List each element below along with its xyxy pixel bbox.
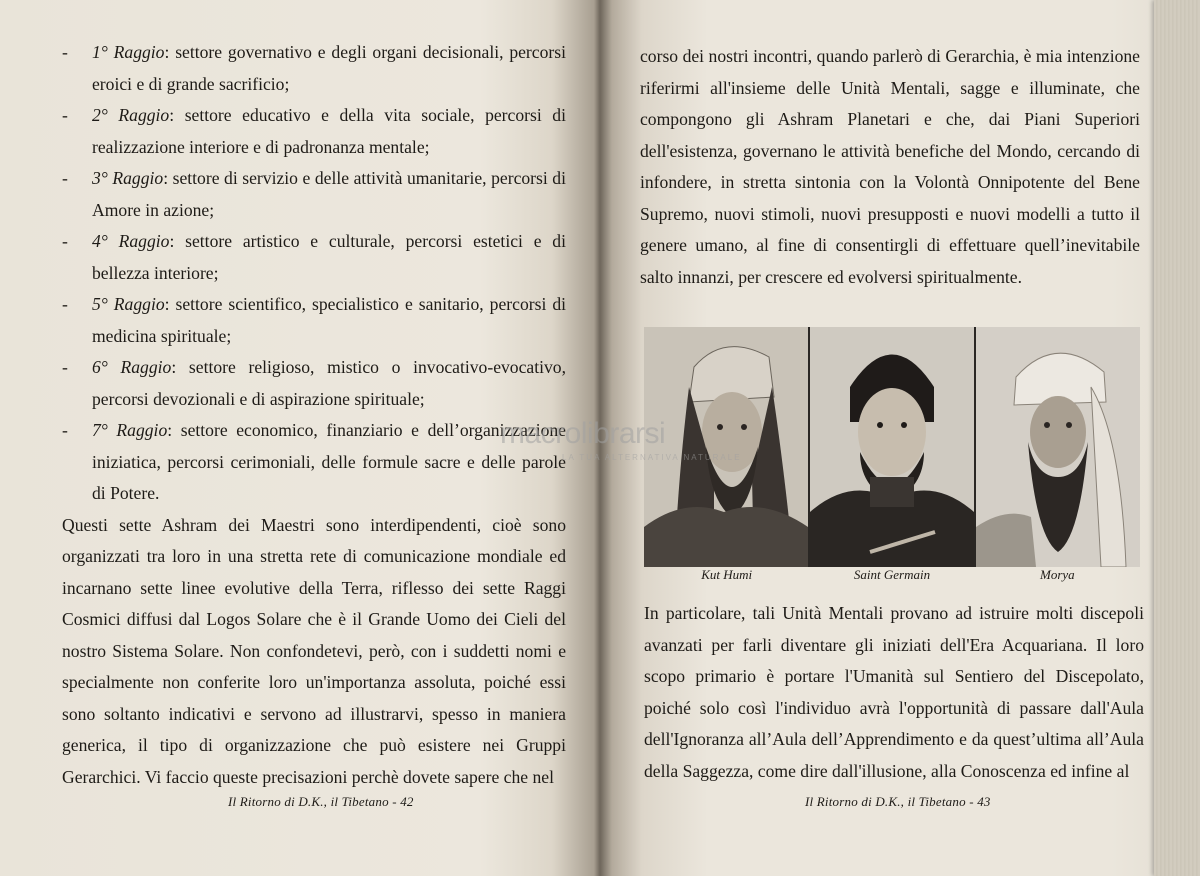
watermark-tagline: LA TUA ALTERNATIVA NATURALE [562, 453, 742, 462]
list-dash: - [62, 231, 68, 251]
right-page-text-bottom: In particolare, tali Unità Mentali provano ad istruire molti discepoli avanzati per farli diventare gli iniziati dell'Era Acquariana. Il loro scopo primario è portare l'Umanità sul Sentiero del Discepolato, poiché solo così l'individuo avrà l'opportunità di passare dall'Aula dell'Ignoranza all’Aula dell’Apprendimento e da quest’ultima all’Aula della Saggezza, come dire dall'illusione, alla Conoscenza ed infine al [644, 603, 1144, 781]
caption-morya: Morya [1039, 567, 1075, 582]
ray-description: : settore educativo e della vita sociale, percorsi di realizzazione interiore e di padronanza mentale; [92, 105, 566, 157]
list-dash: - [62, 105, 68, 125]
book-page-edges [1154, 0, 1200, 876]
body-paragraph: Questi sette Ashram dei Maestri sono interdipendenti, cioè sono organizzati tra loro in una stretta rete di comunicazione mondiale ed incarnano sette linee evolutive della Terra, riflesso dei sette Raggi Cosmici diffusi dal Logos Solare che è il Grande Uomo dei Cieli del nostro Sistema Solare. Non confondetevi, però, con i suddetti nomi e specialmente non conferite loro un'importanza assoluta, poiché essi sono soltanto indicativi e servono ad illustrarvi, spesso in maniera generica, il tipo di organizzazione che può esistere nei Gruppi Gerarchici. Vi faccio queste precisazioni perchè dovete sapere che nel [62, 514, 566, 787]
watermark-brand: macrolibrarsi [500, 417, 666, 450]
ray-item-6 [62, 352, 566, 415]
ray-label: 3° Raggio [92, 168, 164, 188]
ray-label: 4° Raggio [92, 231, 170, 251]
page-footer-right: Il Ritorno di D.K., il Tibetano - 43 [805, 794, 991, 809]
ray-description: : settore di servizio e delle attività umanitarie, percorsi di Amore in azione; [92, 168, 566, 220]
watermark [500, 417, 742, 462]
list-dash: - [62, 294, 68, 314]
caption-saint-germain: Saint Germain [853, 567, 931, 582]
ray-label: 1° Raggio [92, 42, 165, 62]
ray-description: : settore economico, finanziario e dell’organizzazione iniziatica, percorsi cerimoniali, delle formule sacre e delle parole di Potere. [92, 420, 566, 503]
ray-item-3 [62, 163, 566, 226]
ray-item-4 [62, 226, 566, 289]
portrait-saint-germain-image [810, 327, 974, 567]
left-page-text [62, 37, 566, 793]
portrait-morya-image [976, 327, 1140, 567]
list-dash: - [62, 357, 68, 377]
ray-item-2 [62, 100, 566, 163]
portrait-kut-humi-image [644, 327, 808, 567]
portrait-photos [644, 327, 1140, 567]
right-page [600, 0, 1200, 876]
ray-label: 5° Raggio [92, 294, 165, 314]
ray-label: 6° Raggio [92, 357, 172, 377]
ray-description: : settore governativo e degli organi decisionali, percorsi eroici e di grande sacrificio; [92, 42, 566, 94]
ray-description: : settore scientifico, specialistico e sanitario, percorsi di medicina spirituale; [92, 294, 566, 346]
ray-description: : settore religioso, mistico o invocativo-evocativo, percorsi devozionali e di aspirazione spirituale; [92, 357, 566, 409]
caption-kut-humi: Kut Humi [701, 567, 753, 582]
portrait-kut-humi [644, 327, 808, 567]
ray-item-7 [62, 415, 566, 510]
portrait-saint-germain [810, 327, 974, 567]
list-dash: - [62, 42, 68, 62]
ray-label: 2° Raggio [92, 105, 170, 125]
ray-description: : settore artistico e culturale, percorsi estetici e di bellezza interiore; [92, 231, 566, 283]
ray-item-5 [62, 289, 566, 352]
ray-item-1 [62, 37, 566, 100]
portrait-captions [644, 567, 1140, 587]
right-page-text-top: corso dei nostri incontri, quando parlerò di Gerarchia, è mia intenzione riferirmi all'insieme delle Unità Mentali, sagge e illuminate, che compongono gli Ashram Planetari e che, dai Piani Superiori dell'esistenza, governano le attività benefiche del Mondo, cercando di infondere, in stretta sintonia con la Volontà Onnipotente del Bene Supremo, nuovi stimoli, nuovi presupposti e nuovi modelli a tutto il genere umano, al fine di consentirgli di effettuare quell’inevitabile salto innanzi, per crescere ed evolversi spiritualmente. [640, 46, 1140, 287]
ray-label: 7° Raggio [92, 420, 168, 440]
portrait-morya [976, 327, 1140, 567]
list-dash: - [62, 420, 68, 440]
list-dash: - [62, 168, 68, 188]
page-footer-left: Il Ritorno di D.K., il Tibetano - 42 [228, 794, 414, 809]
